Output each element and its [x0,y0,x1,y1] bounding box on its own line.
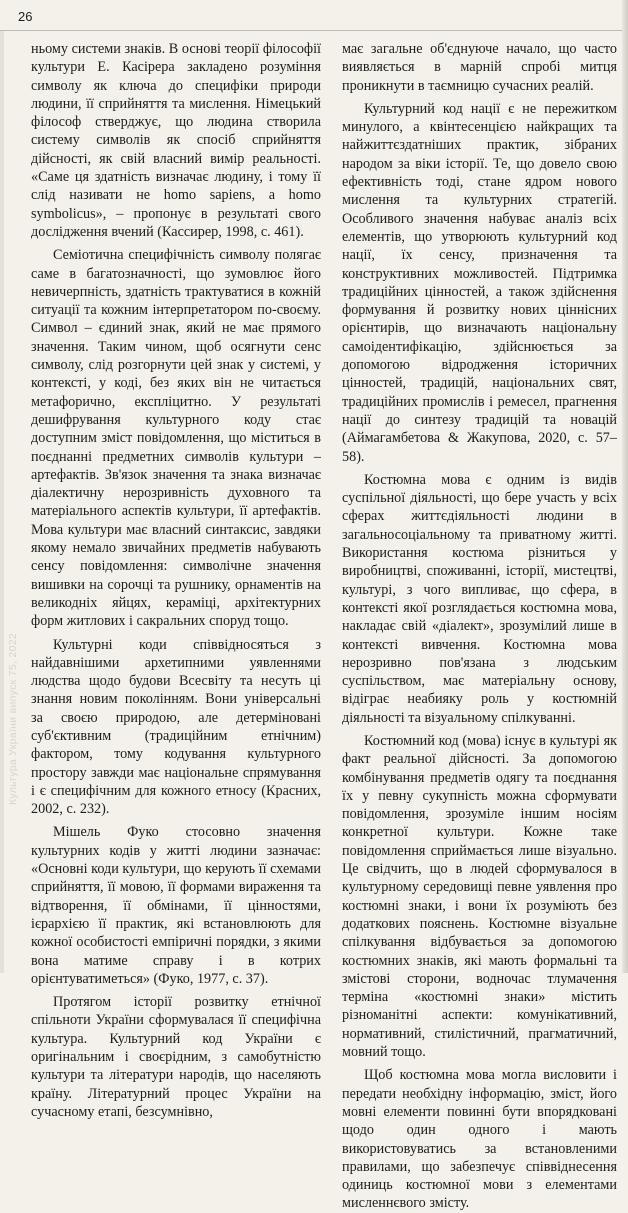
paragraph: Семіотична специфічність символу полягає саме в багатозначності, що зумовлює його невичерпність, здатність трактуватися в кожній ситуації та кожним інтерпретатором по-своєму. Символ – єдиний знак, який не має прямого значення. Таким чином, щоб осягнути сенс символу, слід розгорнути цей знак у системі, у контексті, у коді, без яких він не читається метафорично, експліцитно. У результаті дешифрування культурного коду стає доступним зміст повідомлення, що міститься в поєднанні предметних символів культури – артефактів. Зв'язок значення та знака визначає діалектичну нерозривність духовного та матеріального аспектів культури, її артефактів. Мова культури має власний синтаксис, завдяки якому немало звичайних предметів набувають сенсу повідомлення: символічне значення вишивки на сорочці та рушнику, орнаментів на великодніх яйцях, кераміці, архітектурних форм житлових і сакральних споруд тощо. [31,247,321,630]
paragraph: має загальне об'єднуюче начало, що часто виявляється в марній спробі митця проникнути в таємницю сучасних реалій. [342,41,617,94]
page-number: 26 [18,9,33,24]
paragraph: Мішель Фуко стосовно значення культурних кодів у житті людини зазначає: «Основні коди культури, що керують її схемами сприйняття, її мовою, її формами вираження та відтворення, її обмінами, її цінностями, ієрархією її практик, які встановлюють для кожної особистості емпіричні порядки, з якими вона матиме справу і в котрих орієнтуватиметься» (Фуко, 1977, с. 37). [31,824,321,987]
paragraph: Культурні коди співвідносяться з найдавнішими архетипними уявленнями людства щодо будови Всесвіту та несуть ці знання новим поколінням. Вони універсальні за своєю природою, але детерміновані суб'єктивним (традиційним етнічним) фактором, тому кодування культурного простору завжди має національне спрямування і є специфічним для кожного етносу (Красних, 2002, с. 232). [31,636,321,818]
left-text-column [31,40,321,1120]
right-text-column [342,40,617,1212]
paragraph: Костюмний код (мова) існує в культурі як факт реальної дійсності. За допомогою комбінування предметів одягу та поєднання їх у певну сукупність можна сформувати повідомлення, зрозуміле іншим носіям конкретної культури. Кожне таке повідомлення сприймається лише візуально. Це свідчить, що в людей сформувалося в культурному середовищі певне уявлення про костюмні знаки, і вони їх розуміють без додаткових пояснень. Костюмне візуальне спілкування відбувається за допомогою костюмних знаків, які мають формальні та змістові сторони, водночас тлумачення терміна «костюмні знаки» містить різноманітні аспекти: комунікативний, нормативний, стилістичний, прагматичний, мовний тощо. [342,732,617,1061]
paragraph: Культурний код нації є не пережитком минулого, а квінтесенцією найкращих та найжиттєздатніших практик, зібраних народом за віки історії. Те, що довело свою ефективність тоді, стане ядром нового мислення та культурних стратегій. Особливого значення набуває аналіз всіх елементів, що утворюють культурний код нації, їх сенсу, призначення та конструктивних можливостей. Підтримка традиційних цінностей, а також здійснення формування й розвитку нових ціннісних орієнтирів, що визначають національну самоідентифікацію, здійснюється за допомогою відродження історичних цінностей, традицій, національних свят, традиційних промислів і ремесел, прагнення нації до синтезу традицій та новацій (Аймагамбетова & Жакупова, 2020, с. 57–58). [342,100,617,465]
paragraph: ньому системи знаків. В основі теорії філософії культури Е. Касірера закладено розуміння символу як ключа до специфіки природи людини, її сприйняття та мислення. Німецький філософ стверджує, що людина створила систему символів як спосіб сприйняття дійсності, як свій власний вимір реальності. «Саме ця здатність визначає людину, і тому її слід називати не homo sapiens, а homo symbolicus», – пропонує в результаті свого дослідження вчений (Кассирер, 1998, с. 461). [31,41,321,240]
paragraph: Щоб костюмна мова могла висловити і передати необхідну інформацію, зміст, його мовні елементи повинні бути впорядковані щодо один одного і мають використовуватись за встановленими правилами, що забезпечує співвіднесення одиниць костюмної мови з елементами мисленнєвого змісту. [342,1067,617,1212]
margin-strip [0,31,4,973]
header-rule [0,30,628,31]
paragraph: Костюмна мова є одним із видів суспільної діяльності, що бере участь у всіх сферах життєдіяльності людини в загальносоціальному та приватному житті. Використання костюма різниться у виробництві, споживанні, історії, мистецтві, культурі, з чого випливає, що сфера, в контексті якої розглядається костюмна мова, накладає свій «діалект», зрозумілий лише в контексті вивчення. Костюмна мова нерозривно пов'язана з людським суспільством, має матеріальну основу, відіграє неабияку роль у костюмній діяльності та візуальному спілкуванні. [342,471,617,726]
page-edge [622,0,628,973]
paragraph: Протягом історії розвитку етнічної спільноти України сформувалася її специфічна культура. Культурний код України є оригінальним і своєрідним, з самобутністю культури та літератури народів, що населяють країну. Літературний процес України на сучасному етапі, безсумнівно, [31,994,321,1120]
journal-side-caption: Культура України випуск 75, 2022 [7,632,19,805]
